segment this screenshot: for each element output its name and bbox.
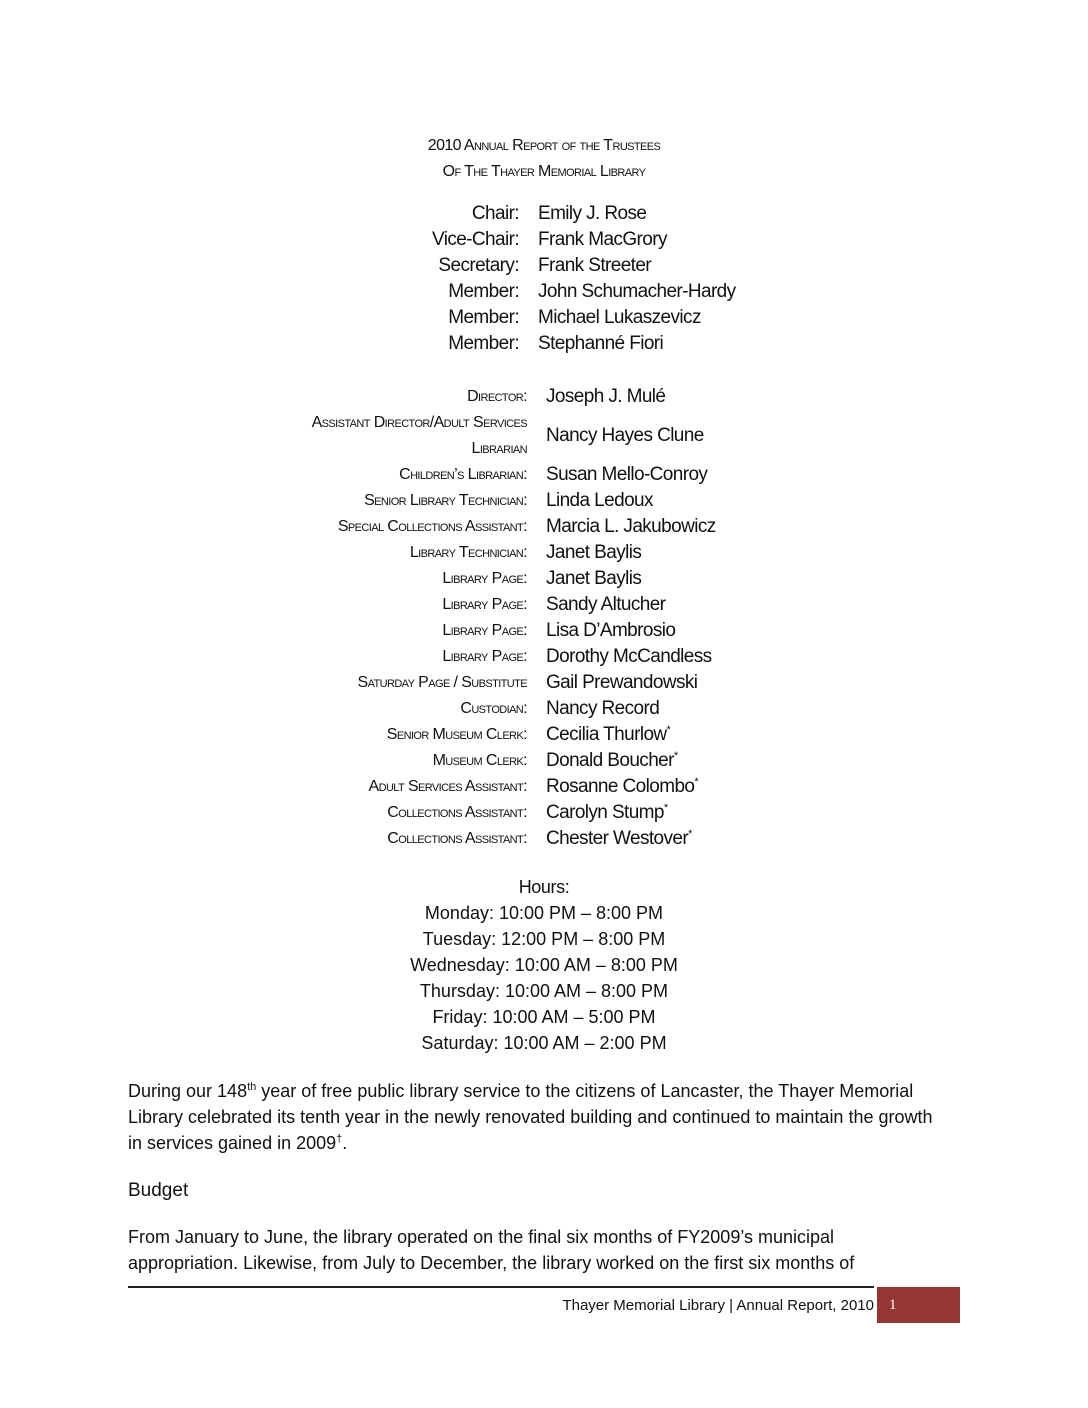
intro-text-3: . [342, 1133, 348, 1153]
trustee-name: Michael Lukaszevicz [538, 307, 701, 328]
staff-role: Saturday Page / Substitute [357, 674, 527, 691]
trustee-name: Frank Streeter [538, 255, 652, 276]
staff-role-line-1: Assistant Director/Adult Services [311, 414, 527, 431]
intro-text-2: year of free public library service to the citizens of Lancaster, the Thayer Memorial Library celebrated its tenth year in the newly renovated building and continued to maintain the growth in services gained in 2009 [128, 1081, 933, 1153]
trustee-row [0, 279, 1088, 305]
trustee-name: Stephanné Fiori [538, 333, 664, 354]
staff-name: Nancy Hayes Clune [546, 425, 704, 446]
staff-row [0, 696, 1088, 722]
staff-role: Custodian: [460, 700, 527, 717]
staff-role: Library Technician: [409, 544, 527, 561]
staff-role: Library Page: [442, 622, 527, 639]
trustee-role: Secretary: [438, 255, 519, 276]
dagger-mark: † [336, 1133, 343, 1145]
trustee-role: Vice-Chair: [431, 229, 519, 250]
budget-heading: Budget [128, 1180, 189, 1201]
asterisk-mark: * [688, 828, 692, 840]
asterisk-mark: * [663, 802, 668, 814]
staff-row [0, 826, 1088, 852]
title-line-1: 2010 Annual Report of the Trustees [427, 137, 661, 154]
intro-text-1: During our 148 [128, 1081, 248, 1101]
staff-name-text: Chester Westover [546, 828, 689, 849]
trustee-row [0, 227, 1088, 253]
report-title [0, 133, 1088, 185]
staff-role [0, 410, 527, 462]
trustee-row [0, 305, 1088, 331]
staff-name [527, 748, 678, 774]
trustee-name: Frank MacGrory [538, 229, 667, 250]
staff-name-text: Carolyn Stump [546, 802, 664, 823]
asterisk-mark: * [673, 750, 678, 762]
staff-role: Senior Library Technician: [364, 492, 527, 509]
trustee-role: Chair: [471, 203, 519, 224]
hours-section [0, 874, 1088, 1056]
trustee-row [0, 201, 1088, 227]
trustee-name: John Schumacher-Hardy [538, 281, 736, 302]
staff-name [527, 800, 668, 826]
trustee-name: Emily J. Rose [538, 203, 647, 224]
staff-row [0, 774, 1088, 800]
staff-row [0, 592, 1088, 618]
staff-role: Senior Museum Clerk: [386, 726, 527, 743]
trustee-role: Member: [448, 281, 519, 302]
staff-name: Lisa D’Ambrosio [546, 620, 676, 641]
staff-row [0, 540, 1088, 566]
page-number: 1 [889, 1297, 897, 1313]
staff-row [0, 618, 1088, 644]
staff-name: Dorothy McCandless [546, 646, 712, 667]
staff-row [0, 488, 1088, 514]
footer-text: Thayer Memorial Library | Annual Report, 2010 [562, 1297, 874, 1314]
hours-line: Tuesday: 12:00 PM – 8:00 PM [422, 929, 666, 949]
staff-name: Nancy Record [546, 698, 660, 719]
trustee-row [0, 331, 1088, 357]
staff-row [0, 566, 1088, 592]
staff-role: Special Collections Assistant: [337, 518, 527, 535]
staff-role: Children’s Librarian: [399, 466, 527, 483]
staff-list [0, 384, 1088, 852]
staff-name: Gail Prewandowski [546, 672, 698, 693]
title-line-2: Of The Thayer Memorial Library [442, 163, 646, 180]
staff-name: Joseph J. Mulé [546, 386, 666, 407]
hours-line: Wednesday: 10:00 AM – 8:00 PM [410, 955, 678, 975]
staff-name: Sandy Altucher [546, 594, 666, 615]
trustees-list [0, 201, 1088, 357]
staff-role-line-2: Librarian [471, 440, 527, 457]
staff-role: Director: [467, 388, 527, 405]
staff-row [0, 722, 1088, 748]
hours-line: Thursday: 10:00 AM – 8:00 PM [419, 981, 669, 1001]
hours-line: Saturday: 10:00 AM – 2:00 PM [421, 1033, 667, 1053]
trustee-role: Member: [448, 333, 519, 354]
staff-role: Library Page: [442, 596, 527, 613]
staff-role: Collections Assistant: [387, 830, 527, 847]
ordinal-suffix: th [247, 1081, 257, 1093]
staff-name [527, 774, 698, 800]
staff-name: Linda Ledoux [546, 490, 653, 511]
staff-name [527, 722, 670, 748]
staff-name: Janet Baylis [546, 542, 642, 563]
asterisk-mark: * [694, 776, 699, 788]
staff-name-text: Cecilia Thurlow [546, 724, 667, 745]
staff-name: Janet Baylis [546, 568, 642, 589]
staff-role: Library Page: [442, 648, 527, 665]
hours-heading: Hours: [518, 877, 570, 897]
staff-row [0, 644, 1088, 670]
staff-row [0, 514, 1088, 540]
staff-role: Adult Services Assistant: [368, 778, 527, 795]
staff-row [0, 410, 1088, 462]
staff-row [0, 384, 1088, 410]
trustee-row [0, 253, 1088, 279]
hours-line: Monday: 10:00 PM – 8:00 PM [424, 903, 664, 923]
staff-role: Library Page: [442, 570, 527, 587]
asterisk-mark: * [666, 724, 671, 736]
staff-name-text: Rosanne Colombo [546, 776, 695, 797]
footer-rule [128, 1286, 874, 1288]
staff-row [0, 462, 1088, 488]
intro-paragraph [128, 1078, 948, 1156]
staff-name: Marcia L. Jakubowicz [546, 516, 716, 537]
staff-role: Museum Clerk: [432, 752, 527, 769]
staff-name-text: Donald Boucher [546, 750, 674, 771]
budget-paragraph: From January to June, the library operated on the final six months of FY2009’s municipal appropriation. Likewise, from July to December, the library worked on the first six months of [128, 1227, 855, 1273]
staff-row [0, 748, 1088, 774]
staff-row [0, 670, 1088, 696]
staff-name: Susan Mello-Conroy [546, 464, 708, 485]
staff-row [0, 800, 1088, 826]
hours-line: Friday: 10:00 AM – 5:00 PM [432, 1007, 656, 1027]
staff-role: Collections Assistant: [387, 804, 527, 821]
page-number-box [877, 1287, 960, 1323]
trustee-role: Member: [448, 307, 519, 328]
staff-name [527, 826, 692, 852]
